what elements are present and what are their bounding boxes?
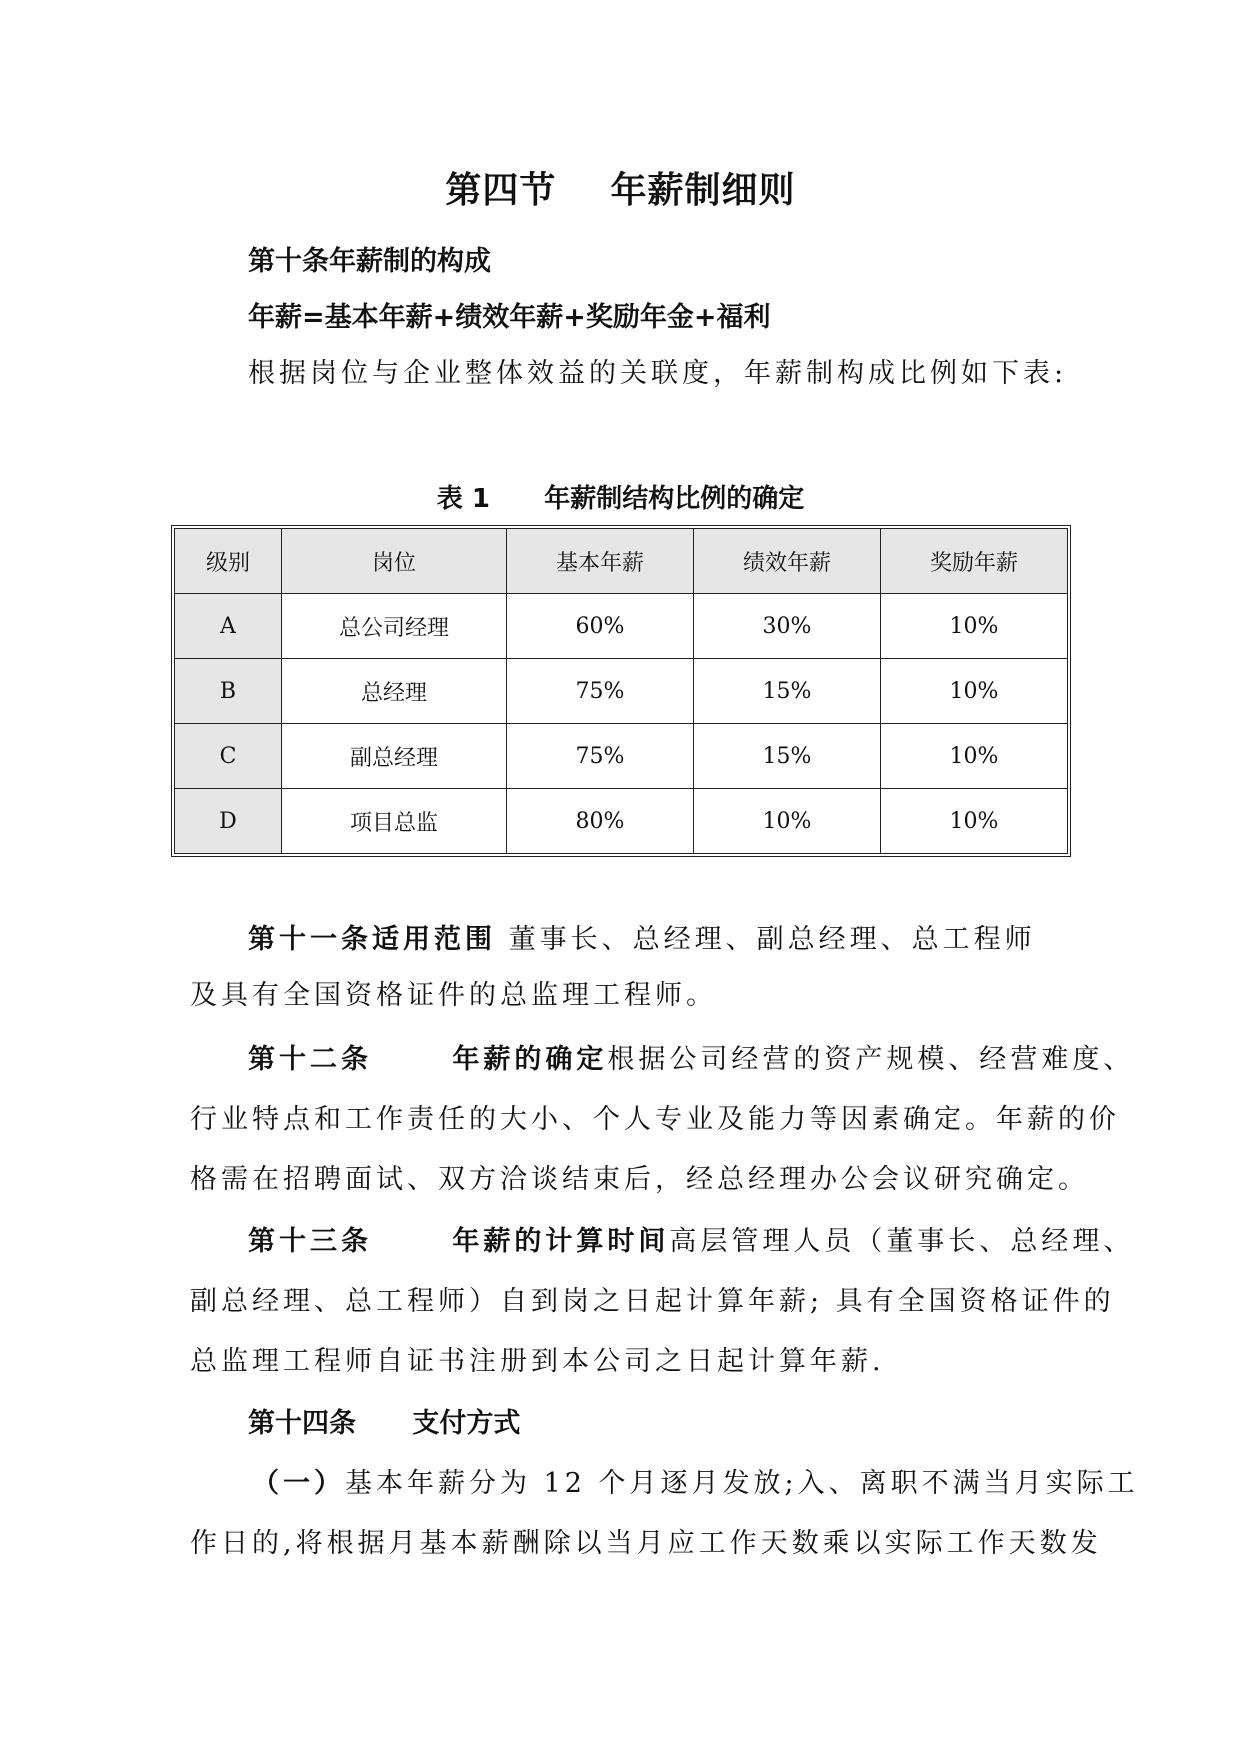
table-caption: 表 1 年薪制结构比例的确定 [436,484,805,514]
header-bonus-salary: 奖励年薪 [881,529,1068,594]
cell-grade: D [175,789,282,854]
table-header-row [175,529,1068,594]
article11-line2: 及具有全国资格证件的总监理工程师。 [190,980,717,1011]
table-row [175,789,1068,854]
article13-line2: 副总经理、总工程师）自到岗之日起计算年薪; 具有全国资格证件的 [190,1286,1115,1317]
article11-heading: 第十一条适用范围 [248,924,496,955]
article13-heading: 第十三条 年薪的计算时间 [248,1226,670,1257]
cell-position: 总经理 [282,659,507,724]
cell-performance-salary: 10% [694,789,881,854]
article13-line1 [248,1222,1134,1262]
cell-base-salary: 60% [507,594,694,659]
item1-text: 基本年薪分为 12 个月逐月发放;入、离职不满当月实际工 [345,1468,1139,1499]
header-base-salary: 基本年薪 [507,529,694,594]
salary-ratio-table [174,528,1068,854]
article11-line1 [248,920,1036,960]
cell-grade: C [175,724,282,789]
table-row [175,659,1068,724]
cell-performance-salary: 15% [694,724,881,789]
cell-bonus-salary: 10% [881,659,1068,724]
cell-position: 副总经理 [282,724,507,789]
article12-line1 [248,1040,1134,1080]
article14-heading: 第十四条 支付方式 [248,1408,521,1439]
cell-position: 项目总监 [282,789,507,854]
cell-performance-salary: 15% [694,659,881,724]
cell-grade: A [175,594,282,659]
article14-item1-line1 [252,1464,1139,1504]
article10-intro: 根据岗位与企业整体效益的关联度，年薪制构成比例如下表: [248,358,1068,389]
article12-line2: 行业特点和工作责任的大小、个人专业及能力等因素确定。年薪的价 [190,1104,1120,1135]
article11-text: 董事长、总经理、副总经理、总工程师 [496,924,1036,955]
cell-performance-salary: 30% [694,594,881,659]
table-row [175,724,1068,789]
cell-bonus-salary: 10% [881,594,1068,659]
salary-formula: 年薪=基本年薪+绩效年薪+奖励年金+福利 [248,302,771,333]
cell-base-salary: 75% [507,724,694,789]
cell-bonus-salary: 10% [881,724,1068,789]
item-label: （一） [252,1468,345,1499]
article13-line3: 总监理工程师自证书注册到本公司之日起计算年薪. [190,1346,885,1377]
cell-base-salary: 80% [507,789,694,854]
cell-grade: B [175,659,282,724]
section-title: 第四节 年薪制细则 [445,170,796,211]
article14-item1-line2: 作日的,将根据月基本薪酬除以当月应工作天数乘以实际工作天数发 [190,1528,1102,1559]
header-position: 岗位 [282,529,507,594]
table-row [175,594,1068,659]
article12-line3: 格需在招聘面试、双方洽谈结束后，经总经理办公会议研究确定。 [190,1164,1089,1195]
article12-text: 根据公司经营的资产规模、经营难度、 [607,1044,1135,1075]
article12-heading: 第十二条 年薪的确定 [248,1044,608,1075]
article10-heading: 第十条年薪制的构成 [248,246,491,277]
header-performance-salary: 绩效年薪 [694,529,881,594]
article13-text: 高层管理人员（董事长、总经理、 [669,1226,1135,1257]
cell-base-salary: 75% [507,659,694,724]
cell-position: 总公司经理 [282,594,507,659]
cell-bonus-salary: 10% [881,789,1068,854]
header-grade: 级别 [175,529,282,594]
